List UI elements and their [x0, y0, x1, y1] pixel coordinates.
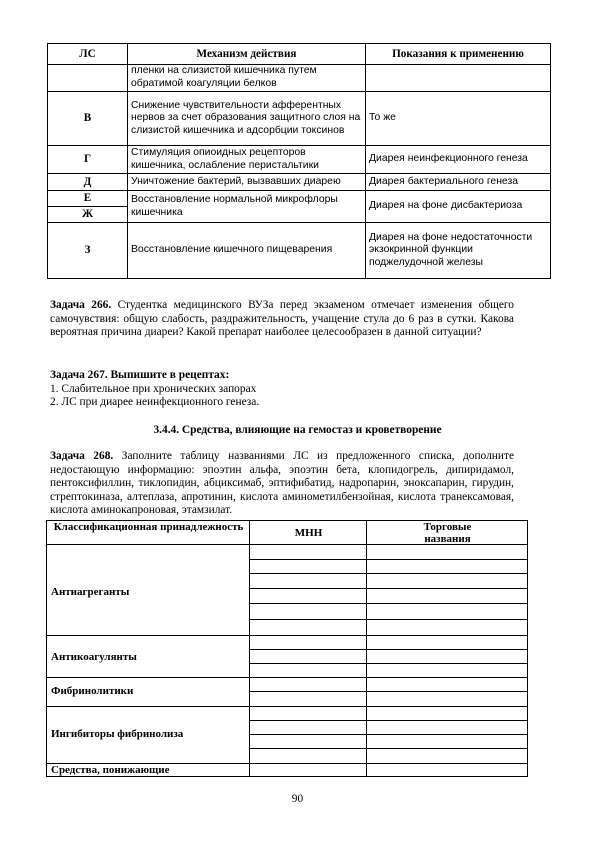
task-268-text: Заполните таблицу названиями ЛС из предложенного списка, дополните недостающую информацию: эпоэтин альфа, эпоэтин бета, клопидогрель, дипиридамол, пентоксифиллин, тиклопидин, абциксимаб, эптифибатид, надропарин, эноксапарин, гирудин, стрептокиназа, алтеплаза, апротинин, кислота аминометилбензойная, кислота транексамовая, кислота аминокапроновая, этамзилат.: [50, 450, 515, 517]
task-267-item: 1. Слабительное при хронических запорах: [50, 382, 257, 395]
col-header-drug: ЛС: [48, 44, 128, 65]
task-266-text: Студентка медицинского ВУЗа перед экзаменом отмечает изменения общего самочувствия: общую слабость, раздражительность, учащение стула до 6 раз в сутки. Какова вероятная причина диареи? Какой препарат наиболее целесообразен в данной ситуации?: [50, 299, 514, 339]
table-row: В Снижение чувствительности афферентных нервов за счет образования защитного слоя на слизистой кишечника и адсорбции токсинов То же: [48, 92, 551, 146]
table-row: Г Стимуляция опиоидных рецепторов кишечника, ослабление перистальтики Диарея неинфекционного генеза: [48, 146, 551, 174]
task-267: [50, 369, 514, 410]
task-267-title: Задача 267. Выпишите в рецептах:: [50, 369, 230, 381]
col-header-trade: Торговые названия: [367, 521, 528, 545]
task-268: [50, 450, 514, 518]
table-row: Е Восстановление нормальной микрофлоры кишечника Диарея на фоне дисбактериоза: [48, 191, 551, 207]
class-antiplatelet: Антиагреганты: [51, 586, 130, 598]
col-header-class: Классификационная принадлежность: [47, 521, 250, 545]
drug-mechanism-table: [47, 43, 551, 279]
task-266: [50, 299, 514, 340]
table-row: З Восстановление кишечного пищеварения Диарея на фоне недостаточности экзокринной функции поджелудочной железы: [48, 223, 551, 279]
class-anticoagulants: Антикоагулянты: [51, 651, 137, 663]
page-number: 90: [291, 793, 304, 805]
table-row: пленки на слизистой кишечника путем обратимой коагуляции белков: [48, 65, 551, 92]
col-header-indication: Показания к применению: [366, 44, 551, 65]
class-reducing-agents: Средства, понижающие: [51, 764, 170, 776]
task-266-title: Задача 266.: [50, 299, 112, 311]
table-row: Ж: [48, 207, 551, 223]
col-header-mechanism: Механизм действия: [128, 44, 366, 65]
task-267-item: 2. ЛС при диарее неинфекционного генеза.: [50, 396, 260, 409]
hemostasis-table: [46, 520, 528, 777]
section-heading: 3.4.4. Средства, влияющие на гемостаз и кроветворение: [153, 424, 442, 436]
class-fibrinolysis-inhibitors: Ингибиторы фибринолиза: [51, 728, 184, 740]
class-fibrinolytics: Фибринолитики: [51, 685, 134, 697]
table-row: Д Уничтожение бактерий, вызвавших диарею Диарея бактериального генеза: [48, 174, 551, 191]
task-268-title: Задача 268.: [50, 450, 114, 462]
col-header-inn: МНН: [250, 521, 367, 545]
